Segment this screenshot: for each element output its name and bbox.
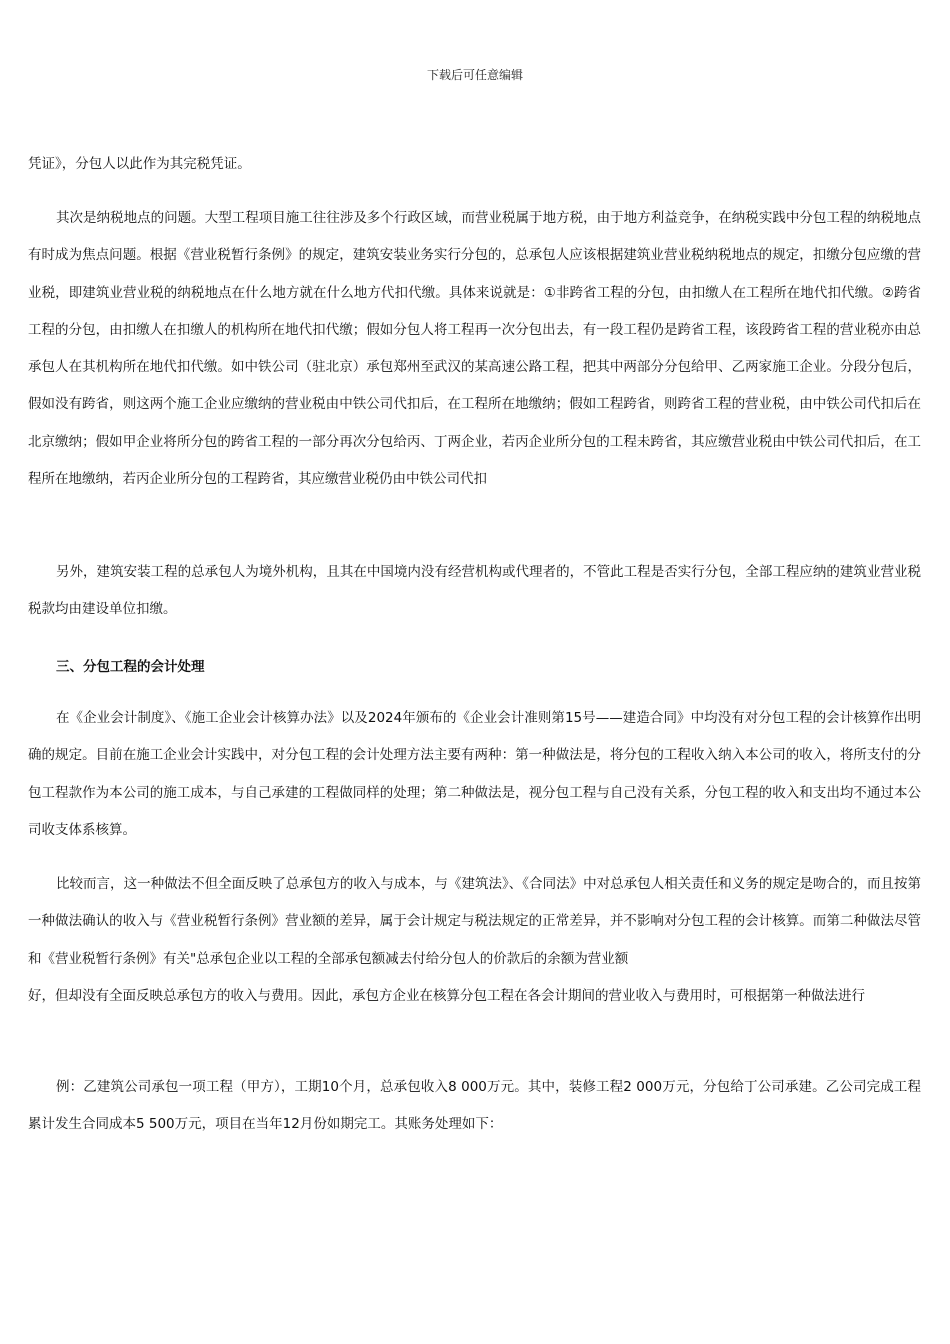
paragraph-example: 例：乙建筑公司承包一项工程（甲方），工期10个月，总承包收入8 000万元。其中，装修工程2 000万元，分包给丁公司承建。乙公司完成工程累计发生合同成本5 500万元，项目在当年12月份如期完工。其账务处理如下： bbox=[28, 1079, 921, 1133]
page-header: 下载后可任意编辑 bbox=[426, 68, 523, 82]
paragraph-tax-certificate: 凭证》，分包人以此作为其完税凭证。 bbox=[28, 156, 251, 172]
section-heading: 三、分包工程的会计处理 bbox=[56, 659, 205, 675]
paragraph-comparison: 比较而言，这一种做法不但全面反映了总承包方的收入与成本，与《建筑法》、《合同法》中对总承包人相关责任和义务的规定是吻合的，而且按第一种做法确认的收入与《营业税暂行条例》营业额的差异，属于会计规定与税法规定的正常差异，并不影响对分包工程的会计核算。而第二种做法尽管和《营业税暂行条例》有关"总承包企业以工程的全部承包额减去付给分包人的价款后的余额为营业额 bbox=[28, 876, 921, 967]
paragraph-conclusion: 好，但却没有全面反映总承包方的收入与费用。因此，承包方企业在核算分包工程在各会计期间的营业收入与费用时，可根据第一种做法进行 bbox=[28, 988, 865, 1004]
paragraph-tax-location: 其次是纳税地点的问题。大型工程项目施工往往涉及多个行政区域，而营业税属于地方税，由于地方利益竞争，在纳税实践中分包工程的纳税地点有时成为焦点问题。根据《营业税暂行条例》的规定，建筑安装业务实行分包的，总承包人应该根据建筑业营业税纳税地点的规定，扣缴分包应缴的营业税，即建筑业营业税的纳税地点在什么地方就在什么地方代扣代缴。具体来说就是：①非跨省工程的分包，由扣缴人在工程所在地代扣代缴。②跨省工程的分包，由扣缴人在扣缴人的机构所在地代扣代缴；假如分包人将工程再一次分包出去，有一段工程仍是跨省工程，该段跨省工程的营业税亦由总承包人在其机构所在地代扣代缴。如中铁公司（驻北京）承包郑州至武汉的某高速公路工程，把其中两部分分包给甲、乙两家施工企业。分段分包后，假如没有跨省，则这两个施工企业应缴纳的营业税由中铁公司代扣后，在工程所在地缴纳；假如工程跨省，则跨省工程的营业税，由中铁公司代扣后在北京缴纳；假如甲企业将所分包的跨省工程的一部分再次分包给丙、丁两企业，若丙企业所分包的工程未跨省，其应缴营业税由中铁公司代扣后，在工程所在地缴纳，若丙企业所分包的工程跨省，其应缴营业税仍由中铁公司代扣 bbox=[28, 210, 921, 488]
paragraph-foreign-contractor: 另外，建筑安装工程的总承包人为境外机构，且其在中国境内没有经营机构或代理者的，不管此工程是否实行分包，全部工程应纳的建筑业营业税税款均由建设单位扣缴。 bbox=[28, 564, 921, 618]
paragraph-accounting-methods: 在《企业会计制度》、《施工企业会计核算办法》以及2024年颁布的《企业会计准则第15号——建造合同》中均没有对分包工程的会计核算作出明确的规定。目前在施工企业会计实践中，对分包工程的会计处理方法主要有两种：第一种做法是，将分包的工程收入纳入本公司的收入，将所支付的分包工程款作为本公司的施工成本，与自己承建的工程做同样的处理；第二种做法是，视分包工程与自己没有关系，分包工程的收入和支出均不通过本公司收支体系核算。 bbox=[28, 710, 921, 838]
